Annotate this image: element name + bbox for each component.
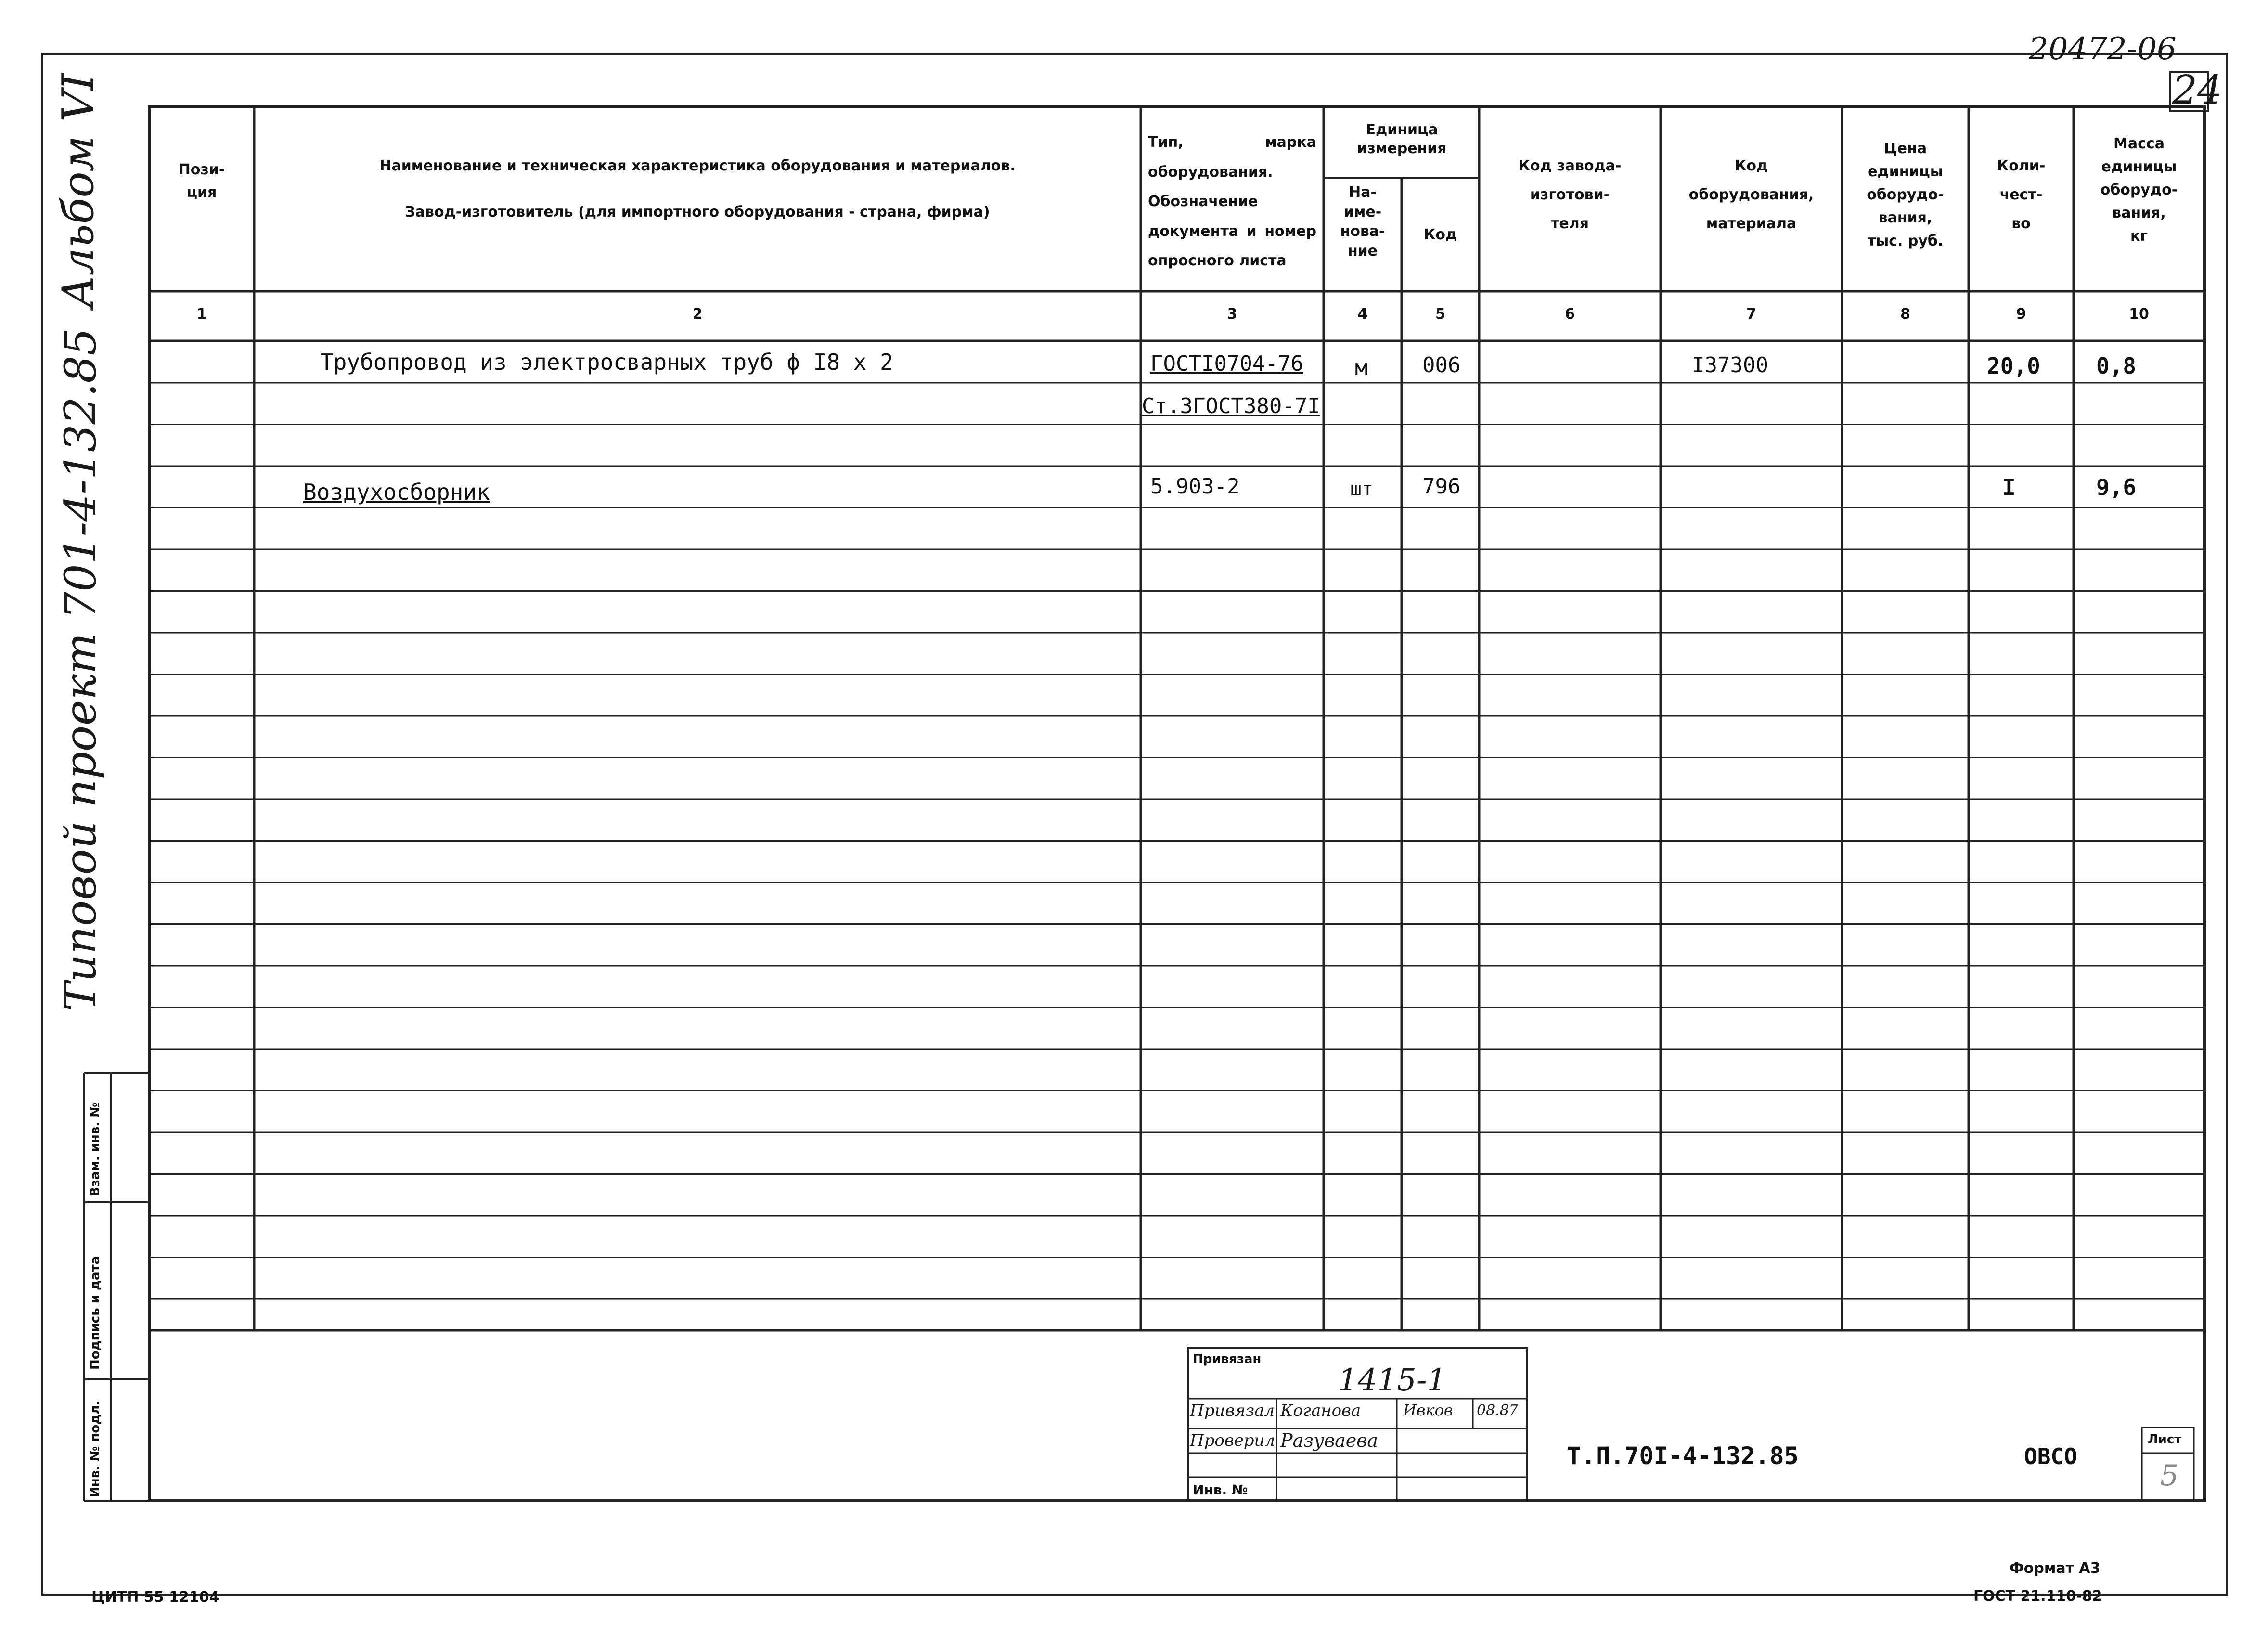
- row3-name: Воздухосборник: [303, 479, 490, 505]
- row3-unit: шт: [1350, 478, 1374, 500]
- row3-type: 5.903-2: [1150, 474, 1240, 499]
- header-type: Тип, марка оборудования. Обозначение документа и номер опросного листа: [1148, 134, 1316, 269]
- row1-code: 006: [1422, 353, 1461, 377]
- header-factory-code: Код завода- изготови- теля: [1518, 157, 1622, 232]
- header-price: Цена единицы оборудо- вания, тыс. руб.: [1867, 140, 1944, 249]
- row2-type: Ст.3ГОСТ380-7I: [1142, 394, 1320, 418]
- side-album-label: Альбом VI: [53, 73, 103, 308]
- stamp-privyazan-value: 1415-1: [1338, 1363, 1447, 1398]
- row1-equip-code: I37300: [1692, 353, 1768, 377]
- header-mass: Масса единицы оборудо- вания, кг: [2100, 135, 2178, 245]
- column-number-3: 3: [1227, 306, 1237, 323]
- stamp-row2-name: Разуваева: [1280, 1430, 1379, 1451]
- outer-frame: [42, 54, 2227, 1595]
- stamp-sheet-label: Лист: [2148, 1432, 2182, 1447]
- row1-name: Трубопровод из электросварных труб ϕ I8 x 2: [320, 349, 893, 375]
- corner-code: 20472-06: [2029, 31, 2177, 67]
- stamp-row1-date: 08.87: [1477, 1402, 1518, 1419]
- column-number-5: 5: [1435, 306, 1445, 323]
- header-name-line2: Завод-изготовитель (для импортного оборудования - страна, фирма): [405, 204, 990, 221]
- column-number-2: 2: [692, 306, 703, 323]
- stamp-sheet-number: 5: [2160, 1459, 2179, 1493]
- row1-type: ГОСТI0704-76: [1150, 351, 1303, 376]
- column-number-4: 4: [1357, 306, 1368, 323]
- row3-qty: I: [2002, 474, 2016, 500]
- stamp-row1-role: Привязал: [1190, 1401, 1275, 1420]
- stamp-row1-name: Коганова: [1280, 1401, 1361, 1420]
- header-unit-name: На- име- нова- ние: [1340, 184, 1385, 260]
- row1-qty: 20,0: [1987, 353, 2040, 379]
- stamp-row1-sign: Ивков: [1403, 1401, 1453, 1419]
- row1-unit: м: [1355, 355, 1368, 380]
- header-name-line1: Наименование и техническая характеристика оборудования и материалов.: [379, 157, 1016, 174]
- stamp-row2-role: Проверил: [1190, 1431, 1276, 1450]
- side-stamp-inv-podl: Инв. № подл.: [88, 1400, 103, 1497]
- side-stamp-vzam: Взам. инв. №: [88, 1102, 103, 1196]
- side-stamp-podpis: Подпись и дата: [88, 1256, 103, 1370]
- column-number-9: 9: [2016, 306, 2026, 323]
- header-equip-code: Код оборудования, материала: [1688, 157, 1814, 232]
- side-project-label: Типовой проект 701-4-132.85: [55, 328, 106, 1011]
- album-sheet-number: 24: [2172, 67, 2223, 113]
- stamp-designation: Т.П.70I-4-132.85: [1567, 1442, 1799, 1470]
- stamp-privyazan-label: Привязан: [1193, 1352, 1262, 1366]
- column-number-7: 7: [1746, 306, 1756, 323]
- column-number-8: 8: [1900, 306, 1910, 323]
- format-gost: ГОСТ 21.110-82: [1973, 1588, 2102, 1605]
- row3-mass: 9,6: [2096, 474, 2137, 500]
- column-number-1: 1: [196, 306, 207, 323]
- column-number-6: 6: [1565, 306, 1575, 323]
- stamp-inv-label: Инв. №: [1193, 1482, 1248, 1498]
- row3-code: 796: [1422, 474, 1461, 499]
- header-unit-code: Код: [1423, 226, 1457, 243]
- row1-mass: 0,8: [2096, 353, 2137, 379]
- header-unit: Единица измерения: [1357, 121, 1447, 157]
- stamp-doc-code: ОВСО: [2024, 1443, 2077, 1469]
- column-number-10: 10: [2129, 306, 2149, 323]
- format-label: Формат А3: [2010, 1560, 2100, 1577]
- header-quantity: Коли- чест- во: [1997, 157, 2046, 232]
- printer-mark: ЦИТП 55 12104: [91, 1589, 219, 1606]
- header-position: Пози- ция: [178, 161, 225, 201]
